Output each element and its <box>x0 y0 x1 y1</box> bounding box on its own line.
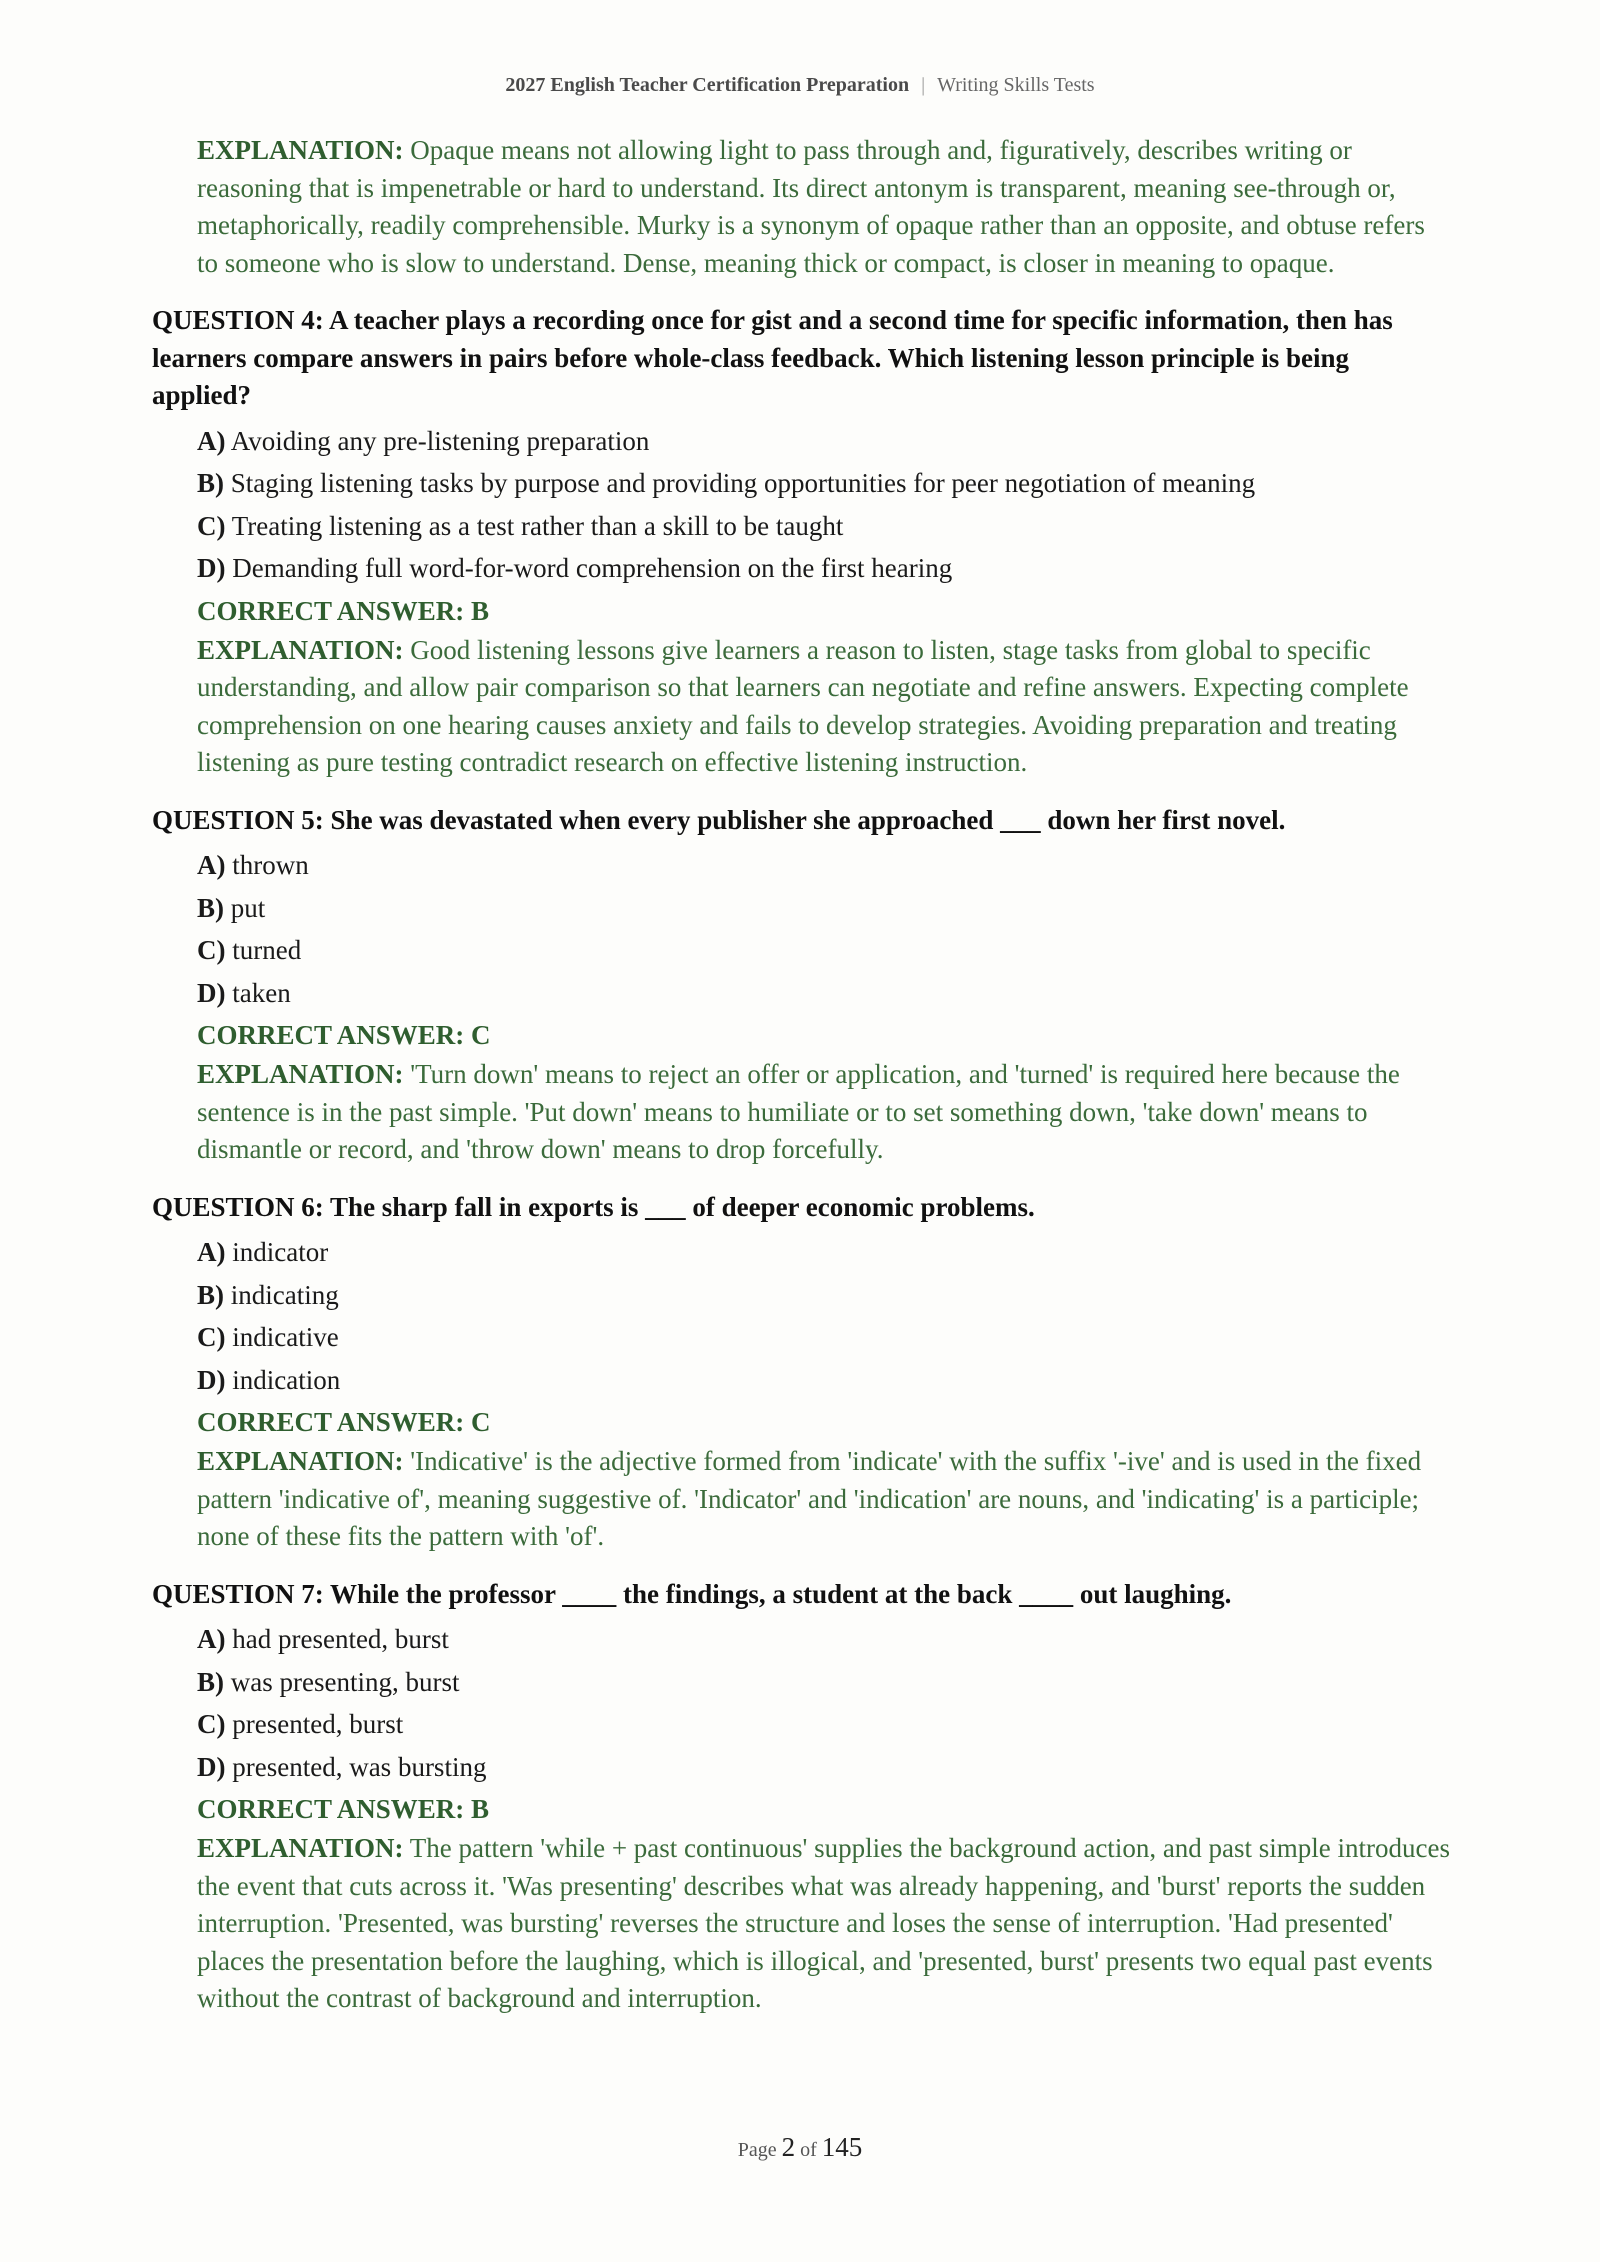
header-subtitle: Writing Skills Tests <box>937 74 1095 96</box>
option-a <box>197 1231 1452 1274</box>
option-a <box>197 1618 1452 1661</box>
option-letter: C) <box>197 1322 226 1352</box>
page-number: 2 <box>781 2132 796 2162</box>
correct-answer: CORRECT ANSWER: B <box>197 1794 490 1824</box>
option-list <box>197 1231 1452 1401</box>
option-letter: C) <box>197 935 226 965</box>
total-pages: 145 <box>821 2132 863 2162</box>
explanation-label: EXPLANATION: <box>197 1059 404 1089</box>
explanation-label: EXPLANATION: <box>197 634 404 665</box>
question-heading: QUESTION 6: The sharp fall in exports is ___ of deeper economic problems. <box>152 1191 1035 1222</box>
question-explanation <box>197 1443 1452 1556</box>
intro-explanation <box>197 132 1452 282</box>
correct-answer: CORRECT ANSWER: C <box>197 1407 491 1437</box>
option-list <box>197 1618 1452 1788</box>
page-footer <box>0 2132 1600 2163</box>
explanation-text: The pattern 'while + past continuous' supplies the background action, and past simple introduces the event that cuts across it. 'Was presenting' describes what was already happening, and 'burst' reports the sudden interruption. 'Presented, was bursting' reverses the structure and loses the sense of interruption. 'Had presented' places the presentation before the laughing, which is illogical, and 'presented, burst' presents two equal past events without the contrast of background and interruption. <box>197 1833 1451 2013</box>
option-c <box>197 505 1452 548</box>
option-text: Treating listening as a test rather than a skill to be taught <box>231 510 844 541</box>
option-b <box>197 462 1452 505</box>
option-b <box>197 1274 1452 1317</box>
question-explanation <box>197 1830 1452 2018</box>
option-text: indication <box>232 1364 341 1395</box>
explanation-text: Good listening lessons give learners a reason to listen, stage tasks from global to specific understanding, and allow pair comparison so that learners can negotiate and refine answers. Expecting complete comprehension on one hearing causes anxiety and fails to develop strategies. Avoiding preparation and treating listening as pure testing contradict research on effective listening instruction. <box>197 634 1409 777</box>
option-letter: D) <box>197 1751 226 1782</box>
question-block-7 <box>152 1576 1452 2018</box>
option-d <box>197 972 1452 1015</box>
option-letter: C) <box>197 1709 226 1739</box>
option-letter: B) <box>197 1279 224 1310</box>
option-letter: A) <box>197 425 226 456</box>
option-text: indicator <box>232 1237 329 1267</box>
option-letter: A) <box>197 850 226 880</box>
option-letter: C) <box>197 510 226 541</box>
option-text: Avoiding any pre-listening preparation <box>230 425 650 456</box>
option-d <box>197 1359 1452 1402</box>
question-block-6 <box>152 1189 1452 1556</box>
explanation-label: EXPLANATION: <box>197 135 404 165</box>
option-text: indicative <box>232 1322 339 1352</box>
option-letter: B) <box>197 468 224 498</box>
correct-answer: CORRECT ANSWER: C <box>197 1020 491 1050</box>
option-letter: B) <box>197 1666 224 1697</box>
explanation-label: EXPLANATION: <box>197 1446 404 1476</box>
question-heading: QUESTION 7: While the professor ____ the findings, a student at the back ____ out laughing. <box>152 1578 1232 1609</box>
option-b <box>197 887 1452 930</box>
option-text: presented, burst <box>232 1709 404 1739</box>
header-title: 2027 English Teacher Certification Preparation <box>505 74 910 96</box>
option-d <box>197 1746 1452 1789</box>
page-content <box>152 132 1452 2018</box>
option-a <box>197 420 1452 463</box>
option-letter: A) <box>197 1237 226 1267</box>
option-text: put <box>230 892 266 923</box>
question-explanation <box>197 632 1452 782</box>
explanation-label: EXPLANATION: <box>197 1833 404 1863</box>
option-letter: D) <box>197 977 226 1008</box>
option-text: presented, was bursting <box>232 1751 487 1782</box>
question-heading: QUESTION 5: She was devastated when every publisher she approached ___ down her first novel. <box>152 804 1286 835</box>
explanation-text: Opaque means not allowing light to pass through and, figuratively, describes writing or reasoning that is impenetrable or hard to understand. Its direct antonym is transparent, meaning see-through or, metaphorically, readily comprehensible. Murky is a synonym of opaque rather than an opposite, and obtuse refers to someone who is slow to understand. Dense, meaning thick or compact, is closer in meaning to opaque. <box>197 135 1425 278</box>
option-text: Demanding full word-for-word comprehension on the first hearing <box>232 553 953 583</box>
option-letter: D) <box>197 553 226 583</box>
page-label: Page <box>737 2139 777 2161</box>
option-c <box>197 1703 1452 1746</box>
option-list <box>197 420 1452 590</box>
option-text: had presented, burst <box>232 1624 449 1654</box>
option-text: was presenting, burst <box>230 1666 460 1697</box>
option-text: Staging listening tasks by purpose and providing opportunities for peer negotiation of meaning <box>230 468 1256 498</box>
explanation-text: 'Turn down' means to reject an offer or application, and 'turned' is required here because the sentence is in the past simple. 'Put down' means to humiliate or to set something down, 'take down' means to dismantle or record, and 'throw down' means to drop forcefully. <box>197 1059 1400 1164</box>
option-c <box>197 1316 1452 1359</box>
correct-answer: CORRECT ANSWER: B <box>197 595 490 626</box>
of-label: of <box>800 2139 817 2161</box>
option-c <box>197 929 1452 972</box>
option-text: thrown <box>232 850 309 880</box>
option-text: turned <box>232 935 302 965</box>
question-explanation <box>197 1056 1452 1169</box>
question-block-5 <box>152 802 1452 1169</box>
option-b <box>197 1661 1452 1704</box>
option-text: taken <box>232 977 291 1008</box>
explanation-text: 'Indicative' is the adjective formed from 'indicate' with the suffix '-ive' and is used in the fixed pattern 'indicative of', meaning suggestive of. 'Indicator' and 'indication' are nouns, and 'indicating' is a participle; none of these fits the pattern with 'of'. <box>197 1446 1422 1551</box>
header-separator: | <box>921 74 926 96</box>
option-a <box>197 844 1452 887</box>
option-letter: A) <box>197 1624 226 1654</box>
question-block-4 <box>152 302 1452 782</box>
question-heading: QUESTION 4: A teacher plays a recording once for gist and a second time for specific information, then has learners compare answers in pairs before whole-class feedback. Which listening lesson principle is being applied? <box>152 305 1393 410</box>
option-d <box>197 547 1452 590</box>
page-header <box>0 74 1600 97</box>
option-letter: B) <box>197 892 224 923</box>
option-text: indicating <box>230 1279 339 1310</box>
option-letter: D) <box>197 1364 226 1395</box>
option-list <box>197 844 1452 1014</box>
